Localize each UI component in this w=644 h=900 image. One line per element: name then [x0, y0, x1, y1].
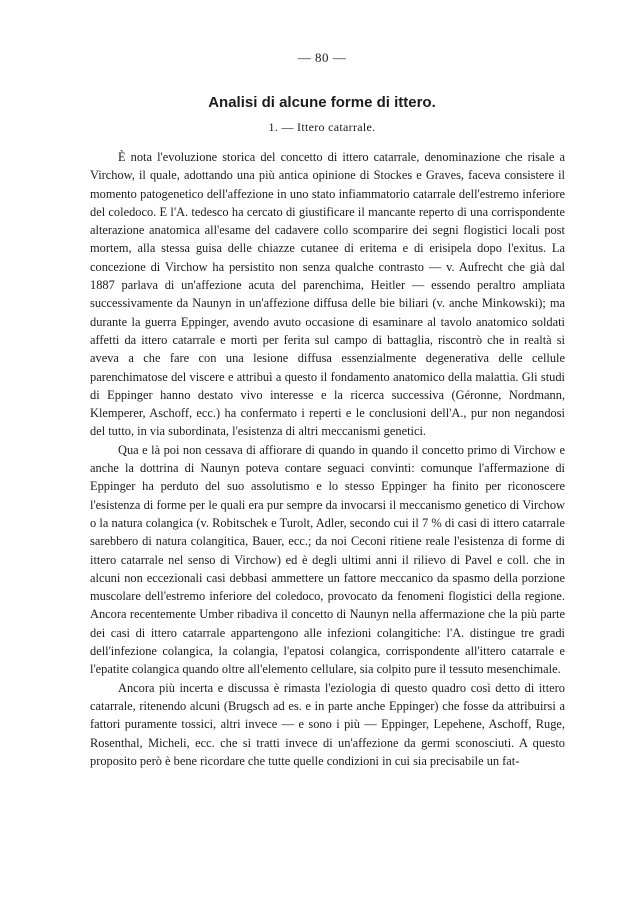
paragraph-2: Qua e là poi non cessava di affiorare di quando in quando il concetto primo di Virchow e anche la dottrina di Naunyn poteva contare seguaci convinti: comunque l'affermazione di Eppinger ha perduto del suo assolutismo e lo stesso Eppinger ha finito per riconoscere l'esistenza di forme per le quali era pur sempre da invocarsi il meccanismo genetico di Virchow o la natura colangica (v. Robitschek e Turolt, Adler, secondo cui il 7 % di casi di ittero catarrale sarebbero di natura colangitica, Bauer, ecc.; da noi Ceconi ritiene reale l'esistenza di forme di ittero catarrale nel senso di Virchow) ed è degli ultimi anni il rilievo di Pavel e coll. che in alcuni non eccezionali casi debbasi ammettere un fattore meccanico da spasmo della porzione muscolare dell'estremo inferiore del coledoco, provocato da fenomeni flogistici della regione. Ancora recentemente Umber ribadiva il concetto di Naunyn nella affermazione che la più parte dei casi di ittero catarrale appartengono alle infezioni colangitiche: l'A. distingue tre gradi dell'infezione colangica, la colangia, l'epatosi colangica, corrispondente all'ittero catarrale e l'epatite colangica quando oltre all'elemento cellulare, sia colpito pure il tessuto mesenchimale. — [90, 442, 565, 677]
section-heading: 1. — Ittero catarrale. — [268, 120, 376, 134]
paragraph-1: È nota l'evoluzione storica del concetto di ittero catarrale, denominazione che risale a Virchow, il quale, adottando una più antica opinione di Stockes e Graves, faceva consistere il momento patogenetico dell'affezione in uno stato infiammatorio catarrale dell'estremo inferiore del coledoco. E l'A. tedesco ha cercato di giustificare il mancante reperto di una corrispondente alterazione anatomica all'esame del cadavere collo scomparire dei segni flogistici locali post mortem, alla stessa guisa delle chiazze cutanee di eritema e di erisipela dopo l'exitus. La concezione di Virchow ha persistito non senza qualche contrasto — v. Aufrecht che già dal 1887 parlava di un'affezione acuta del parenchima, Heitler — essendo peraltro ampliata successivamente da Naunyn in un'affezione diffusa delle bie biliari (v. anche Minkowski); ma durante la guerra Eppinger, avendo avuto occasione di esaminare al tavolo anatomico soldati affetti da ittero catarrale e morti per ferita sul campo di battaglia, riscontrò che in realtà si aveva a che fare con una lesione diffusa essenzialmente degenerativa delle cellule parenchimatose del viscere e attribuì a questo il fondamento anatomico della malattia. Gli studi di Eppinger hanno destato vivo interesse e la ricerca successiva (Géronne, Nordmann, Klemperer, Aschoff, ecc.) ha confermato i reperti e le conclusioni dell'A., pur non negandosi del tutto, in via subordinata, l'esistenza di altri meccanismi genetici. — [90, 150, 565, 439]
chapter-title: Analisi di alcune forme di ittero. — [208, 94, 436, 111]
paragraph-3: Ancora più incerta e discussa è rimasta l'eziologia di questo quadro così detto di ittero catarrale, ritenendo alcuni (Brugsch ad es. e in parte anche Eppinger) che fosse da attribuirsi a fattori puramente tossici, altri invece — e sono i più — Eppinger, Lepehene, Aschoff, Ruge, Rosenthal, Micheli, ecc. che si tratti invece di un'affezione da germi sconosciuti. A questo proposito però è bene ricordare che tutte quelle condizioni in cui sia precisabile un fat- — [90, 680, 565, 768]
page-number: — 80 — — [297, 50, 347, 65]
body-text — [90, 148, 565, 770]
